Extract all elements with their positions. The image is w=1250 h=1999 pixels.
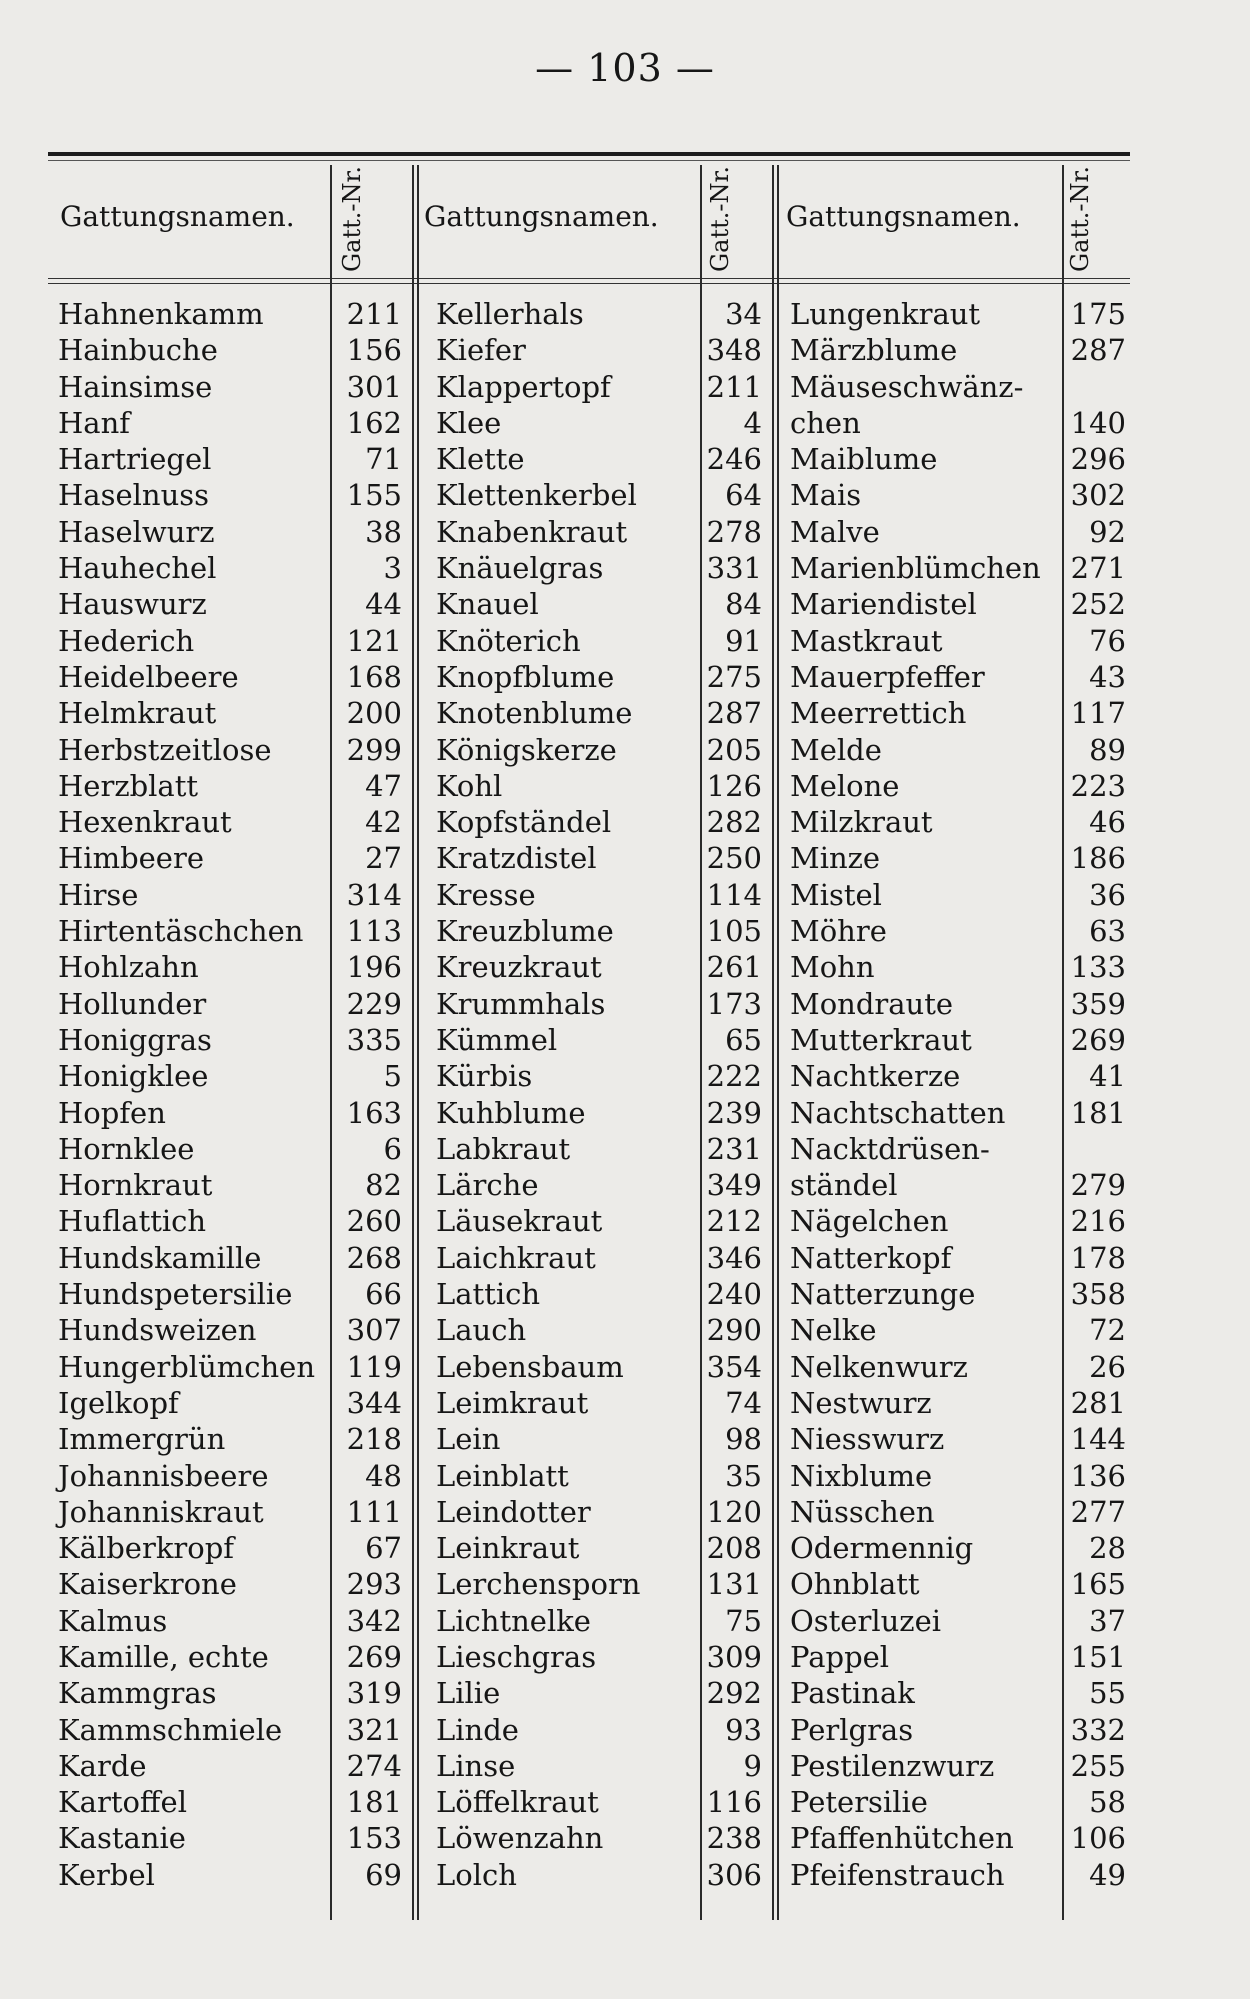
divider-col-2 [772, 165, 774, 1920]
genus-name: Herbstzeitlose [58, 732, 272, 767]
genus-number: 274 [346, 1748, 402, 1783]
genus-number: 277 [1070, 1494, 1126, 1529]
genus-number: 168 [346, 659, 402, 694]
genus-number: 89 [1089, 732, 1126, 767]
genus-name: Mastkraut [790, 623, 943, 658]
genus-name: Krummhals [436, 986, 606, 1021]
genus-number: 309 [706, 1639, 762, 1674]
genus-name: Nüsschen [790, 1494, 935, 1529]
genus-name: Nachtkerze [790, 1059, 961, 1094]
genus-name: Lauch [436, 1313, 527, 1348]
header-name-2: Gattungsnamen. [424, 200, 659, 233]
genus-number: 38 [365, 514, 402, 549]
header-nr-1: Gatt.-Nr. [338, 166, 366, 272]
genus-number: 223 [1070, 768, 1126, 803]
genus-number: 216 [1070, 1204, 1126, 1239]
genus-name: Lieschgras [436, 1639, 597, 1674]
genus-number: 133 [1070, 950, 1126, 985]
genus-name: Melone [790, 768, 900, 803]
genus-number: 48 [365, 1458, 402, 1493]
genus-name: Honigklee [58, 1059, 209, 1094]
genus-name: Nachtschatten [790, 1095, 1006, 1130]
genus-number: 58 [1089, 1785, 1126, 1820]
genus-name: Klappertopf [436, 369, 611, 404]
genus-name: Hungerblümchen [58, 1349, 316, 1384]
genus-number: 271 [1070, 551, 1126, 586]
genus-name: Pastinak [790, 1676, 915, 1711]
genus-number: 69 [365, 1857, 402, 1892]
genus-name: Kalmus [58, 1603, 168, 1638]
genus-number: 208 [706, 1531, 762, 1566]
genus-number: 279 [1070, 1168, 1126, 1203]
genus-name: Klettenkerbel [436, 478, 637, 513]
genus-name: Honiggras [58, 1022, 212, 1057]
genus-name: Haselnuss [58, 478, 210, 513]
genus-number: 301 [346, 369, 402, 404]
genus-number: 44 [365, 587, 402, 622]
genus-number: 178 [1070, 1240, 1126, 1275]
genus-number: 49 [1089, 1857, 1126, 1892]
header-bottom-rule [48, 278, 1130, 279]
genus-number: 250 [706, 841, 762, 876]
genus-number: 117 [1070, 696, 1126, 731]
genus-name: Kreuzkraut [436, 950, 602, 985]
genus-number: 144 [1070, 1422, 1126, 1457]
genus-number: 72 [1089, 1313, 1126, 1348]
genus-name: Mauerpfeffer [790, 659, 985, 694]
genus-name: Klette [436, 442, 525, 477]
genus-name: Malve [790, 514, 880, 549]
genus-name: Hundskamille [58, 1240, 262, 1275]
genus-name: Marienblümchen [790, 551, 1041, 586]
genus-name: ständel [790, 1168, 898, 1203]
genus-name: Ohnblatt [790, 1567, 920, 1602]
genus-name: Helmkraut [58, 696, 217, 731]
genus-number: 238 [706, 1821, 762, 1856]
genus-number: 344 [346, 1385, 402, 1420]
genus-number: 155 [346, 478, 402, 513]
genus-number: 240 [706, 1277, 762, 1312]
genus-name: Hederich [58, 623, 195, 658]
genus-number: 93 [725, 1712, 762, 1747]
genus-number: 306 [706, 1857, 762, 1892]
genus-name: Hollunder [58, 986, 207, 1021]
genus-number: 5 [383, 1059, 402, 1094]
genus-name: Kuhblume [436, 1095, 586, 1130]
genus-name: Haselwurz [58, 514, 215, 549]
genus-name: Kohl [436, 768, 503, 803]
genus-name: Lein [436, 1422, 501, 1457]
genus-name: Nelkenwurz [790, 1349, 968, 1384]
genus-name: Hornklee [58, 1131, 195, 1166]
genus-number: 269 [1070, 1022, 1126, 1057]
genus-name: Laichkraut [436, 1240, 596, 1275]
genus-name: Kreuzblume [436, 914, 614, 949]
genus-number: 287 [706, 696, 762, 731]
genus-name: Kastanie [58, 1821, 186, 1856]
genus-name: Hartriegel [58, 442, 212, 477]
genus-number: 111 [346, 1494, 402, 1529]
genus-number: 358 [1070, 1277, 1126, 1312]
genus-name: Hundspetersilie [58, 1277, 293, 1312]
genus-number: 346 [706, 1240, 762, 1275]
genus-number: 113 [346, 914, 402, 949]
genus-name: Lolch [436, 1857, 517, 1892]
genus-number: 212 [706, 1204, 762, 1239]
genus-name: Klee [436, 405, 502, 440]
table-top-rule-thin [48, 160, 1130, 161]
genus-number: 290 [706, 1313, 762, 1348]
genus-name: Kratzdistel [436, 841, 597, 876]
genus-number: 27 [365, 841, 402, 876]
genus-number: 307 [346, 1313, 402, 1348]
genus-name: Karde [58, 1748, 147, 1783]
genus-number: 239 [706, 1095, 762, 1130]
genus-number: 120 [706, 1494, 762, 1529]
genus-number: 91 [725, 623, 762, 658]
genus-name: Knöterich [436, 623, 581, 658]
genus-name: Melde [790, 732, 882, 767]
genus-name: Hirtentäschchen [58, 914, 304, 949]
genus-number: 156 [346, 333, 402, 368]
genus-name: Leinblatt [436, 1458, 569, 1493]
genus-name: Kamille, echte [58, 1639, 269, 1674]
genus-name: Lerchensporn [436, 1567, 641, 1602]
genus-number: 314 [346, 877, 402, 912]
genus-name: Lattich [436, 1277, 541, 1312]
genus-name: Perlgras [790, 1712, 914, 1747]
genus-name: Hainbuche [58, 333, 218, 368]
genus-number: 181 [346, 1785, 402, 1820]
genus-number: 275 [706, 659, 762, 694]
genus-number: 296 [1070, 442, 1126, 477]
genus-name: Natterzunge [790, 1277, 976, 1312]
genus-name: Leinkraut [436, 1531, 580, 1566]
genus-number: 261 [706, 950, 762, 985]
genus-number: 302 [1070, 478, 1126, 513]
genus-number: 63 [1089, 914, 1126, 949]
genus-name: Mutterkraut [790, 1022, 972, 1057]
header-name-1: Gattungsnamen. [60, 200, 295, 233]
genus-name: Löwenzahn [436, 1821, 604, 1856]
genus-number: 84 [725, 587, 762, 622]
genus-number: 165 [1070, 1567, 1126, 1602]
genus-name: Mais [790, 478, 862, 513]
genus-name: Hopfen [58, 1095, 166, 1130]
genus-number: 332 [1070, 1712, 1126, 1747]
genus-name: Nixblume [790, 1458, 933, 1493]
genus-number: 211 [706, 369, 762, 404]
genus-number: 98 [725, 1422, 762, 1457]
genus-number: 42 [365, 805, 402, 840]
genus-name: Igelkopf [58, 1385, 179, 1420]
genus-name: Niesswurz [790, 1422, 945, 1457]
divider-col-2b [777, 165, 779, 1920]
genus-name: Lungenkraut [790, 297, 981, 331]
genus-number: 126 [706, 768, 762, 803]
header-name-3: Gattungsnamen. [786, 200, 1021, 233]
genus-number: 354 [706, 1349, 762, 1384]
genus-number: 35 [725, 1458, 762, 1493]
genus-number: 105 [706, 914, 762, 949]
genus-name: Hohlzahn [58, 950, 199, 985]
genus-name: Osterluzei [790, 1603, 942, 1638]
genus-number: 269 [346, 1639, 402, 1674]
genus-name: Nestwurz [790, 1385, 932, 1420]
genus-number: 65 [725, 1022, 762, 1057]
genus-name: Kürbis [436, 1059, 533, 1094]
genus-name: Knauel [436, 587, 539, 622]
genus-name: Mistel [790, 877, 882, 912]
table-top-rule [48, 152, 1130, 156]
genus-number: 231 [706, 1131, 762, 1166]
genus-name: Himbeere [58, 841, 204, 876]
genus-name: Mäuseschwänz- [790, 369, 1024, 404]
genus-number: 119 [346, 1349, 402, 1384]
genus-number: 47 [365, 768, 402, 803]
genus-number: 278 [706, 514, 762, 549]
genus-name: Pfaffenhütchen [790, 1821, 1014, 1856]
genus-number: 3 [383, 551, 402, 586]
genus-name: Minze [790, 841, 881, 876]
genus-number: 34 [725, 297, 762, 331]
genus-number: 173 [706, 986, 762, 1021]
genus-number: 218 [346, 1422, 402, 1457]
genus-number: 175 [1070, 297, 1126, 331]
genus-number: 252 [1070, 587, 1126, 622]
genus-name: Königskerze [436, 732, 617, 767]
genus-name: Huflattich [58, 1204, 207, 1239]
genus-number: 36 [1089, 877, 1126, 912]
genus-number: 348 [706, 333, 762, 368]
genus-number: 335 [346, 1022, 402, 1057]
genus-number: 181 [1070, 1095, 1126, 1130]
genus-name: Kellerhals [436, 297, 584, 331]
genus-name: Mohn [790, 950, 875, 985]
header-nr-2: Gatt.-Nr. [706, 166, 734, 272]
genus-name: Kopfständel [436, 805, 612, 840]
genus-name: Pfeifenstrauch [790, 1857, 1005, 1892]
genus-name: Kammschmiele [58, 1712, 283, 1747]
genus-number: 211 [346, 297, 402, 331]
genus-number: 196 [346, 950, 402, 985]
genus-name: Pestilenzwurz [790, 1748, 995, 1783]
genus-name: Mariendistel [790, 587, 977, 622]
genus-name: Heidelbeere [58, 659, 239, 694]
genus-number: 28 [1089, 1531, 1126, 1566]
genus-number: 6 [383, 1131, 402, 1166]
genus-number: 319 [346, 1676, 402, 1711]
genus-number: 121 [346, 623, 402, 658]
genus-name: Maiblume [790, 442, 938, 477]
genus-name: Hirse [58, 877, 139, 912]
genus-name: Mondraute [790, 986, 954, 1021]
genus-number: 359 [1070, 986, 1126, 1021]
genus-number: 4 [743, 405, 762, 440]
genus-name: Knabenkraut [436, 514, 628, 549]
genus-number: 151 [1070, 1639, 1126, 1674]
genus-number: 131 [706, 1567, 762, 1602]
genus-number: 37 [1089, 1603, 1126, 1638]
genus-name: chen [790, 405, 861, 440]
genus-number: 331 [706, 551, 762, 586]
genus-number: 162 [346, 405, 402, 440]
genus-name: Kerbel [58, 1857, 155, 1892]
genus-number: 349 [706, 1168, 762, 1203]
genus-name: Kaiserkrone [58, 1567, 237, 1602]
genus-number: 41 [1089, 1059, 1126, 1094]
genus-name: Labkraut [436, 1131, 571, 1166]
genus-name: Hexenkraut [58, 805, 232, 840]
genus-name: Kümmel [436, 1022, 558, 1057]
genus-number: 200 [346, 696, 402, 731]
header-nr-3: Gatt.-Nr. [1066, 166, 1094, 272]
genus-number: 222 [706, 1059, 762, 1094]
genus-name: Petersilie [790, 1785, 928, 1820]
genus-name: Johannisbeere [58, 1458, 269, 1493]
genus-name: Möhre [790, 914, 887, 949]
genus-number: 66 [365, 1277, 402, 1312]
genus-number: 321 [346, 1712, 402, 1747]
genus-name: Nacktdrüsen- [790, 1131, 990, 1166]
genus-number: 260 [346, 1204, 402, 1239]
header-bottom-rule-double [48, 283, 1130, 284]
genus-name: Leimkraut [436, 1385, 589, 1420]
genus-number: 106 [1070, 1821, 1126, 1856]
genus-name: Nelke [790, 1313, 877, 1348]
genus-number: 163 [346, 1095, 402, 1130]
genus-name: Kälberkropf [58, 1531, 235, 1566]
genus-name: Märzblume [790, 333, 958, 368]
genus-number: 114 [706, 877, 762, 912]
genus-number: 76 [1089, 623, 1126, 658]
genus-number: 43 [1089, 659, 1126, 694]
genus-number: 255 [1070, 1748, 1126, 1783]
genus-number: 281 [1070, 1385, 1126, 1420]
genus-name: Kartoffel [58, 1785, 187, 1820]
genus-name: Knotenblume [436, 696, 633, 731]
genus-number: 92 [1089, 514, 1126, 549]
genus-number: 153 [346, 1821, 402, 1856]
genus-number: 67 [365, 1531, 402, 1566]
genus-name: Hornkraut [58, 1168, 213, 1203]
genus-number: 46 [1089, 805, 1126, 840]
genus-number: 186 [1070, 841, 1126, 876]
genus-name: Hainsimse [58, 369, 213, 404]
genus-name: Hundsweizen [58, 1313, 257, 1348]
genus-name: Immergrün [58, 1422, 226, 1457]
genus-number: 64 [725, 478, 762, 513]
genus-number: 282 [706, 805, 762, 840]
genus-number: 74 [725, 1385, 762, 1420]
genus-number: 342 [346, 1603, 402, 1638]
genus-number: 71 [365, 442, 402, 477]
genus-name: Linde [436, 1712, 519, 1747]
genus-number: 75 [725, 1603, 762, 1638]
genus-number: 299 [346, 732, 402, 767]
genus-name: Lärche [436, 1168, 539, 1203]
genus-name: Hauhechel [58, 551, 217, 586]
divider-col-1 [412, 165, 414, 1920]
genus-number: 26 [1089, 1349, 1126, 1384]
genus-name: Linse [436, 1748, 516, 1783]
genus-name: Lebensbaum [436, 1349, 624, 1384]
genus-name: Milzkraut [790, 805, 933, 840]
genus-name: Kresse [436, 877, 536, 912]
genus-number: 268 [346, 1240, 402, 1275]
genus-name: Hanf [58, 405, 130, 440]
genus-name: Hahnenkamm [58, 297, 264, 331]
genus-number: 205 [706, 732, 762, 767]
genus-number: 229 [346, 986, 402, 1021]
genus-number: 140 [1070, 405, 1126, 440]
divider-col-1b [417, 165, 419, 1920]
genus-number: 292 [706, 1676, 762, 1711]
genus-name: Knäuelgras [436, 551, 604, 586]
genus-number: 9 [743, 1748, 762, 1783]
genus-number: 246 [706, 442, 762, 477]
genus-name: Nägelchen [790, 1204, 949, 1239]
genus-number: 116 [706, 1785, 762, 1820]
genus-name: Knopfblume [436, 659, 615, 694]
genus-number: 287 [1070, 333, 1126, 368]
genus-name: Herzblatt [58, 768, 199, 803]
page-number: — 103 — [535, 46, 715, 90]
genus-number: 293 [346, 1567, 402, 1602]
genus-name: Pappel [790, 1639, 890, 1674]
genus-name: Löffelkraut [436, 1785, 599, 1820]
genus-number: 136 [1070, 1458, 1126, 1493]
genus-name: Kammgras [58, 1676, 217, 1711]
genus-name: Leindotter [436, 1494, 591, 1529]
genus-name: Natterkopf [790, 1240, 952, 1275]
genus-name: Lilie [436, 1676, 501, 1711]
genus-name: Johanniskraut [58, 1494, 264, 1529]
genus-number: 55 [1089, 1676, 1126, 1711]
genus-name: Hauswurz [58, 587, 207, 622]
genus-name: Lichtnelke [436, 1603, 591, 1638]
genus-name: Läusekraut [436, 1204, 603, 1239]
genus-number: 82 [365, 1168, 402, 1203]
genus-name: Meerrettich [790, 696, 967, 731]
genus-name: Odermennig [790, 1531, 974, 1566]
genus-name: Kiefer [436, 333, 526, 368]
